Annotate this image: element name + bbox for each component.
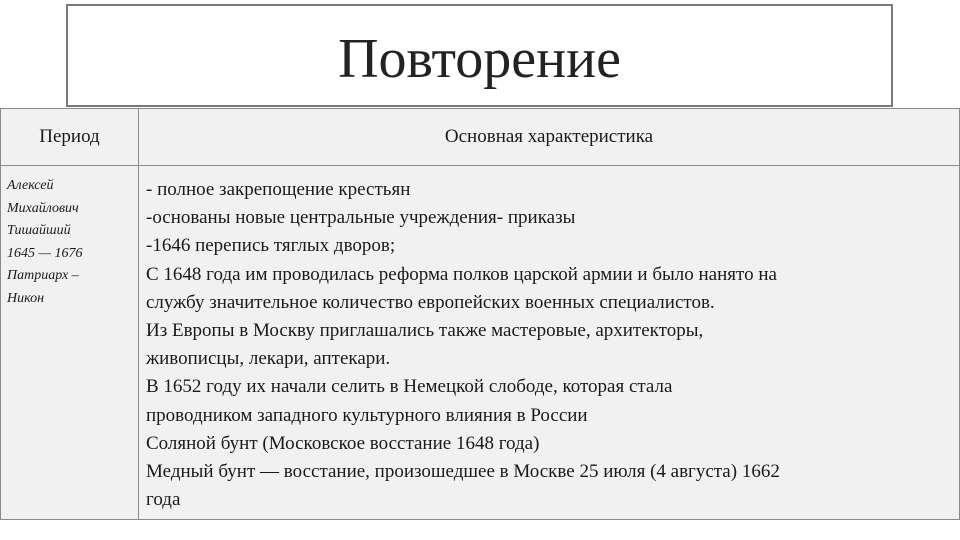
header-period: Период: [39, 126, 100, 147]
column-divider: [138, 109, 139, 519]
period-cell: [7, 175, 135, 310]
period-line: Никон: [7, 290, 45, 306]
characteristic-line: Медный бунт — восстание, произошедшее в Москве 25 июля (4 августа) 1662: [146, 461, 780, 483]
characteristic-line: - полное закрепощение крестьян: [146, 179, 411, 200]
characteristic-cell: [146, 176, 956, 514]
characteristic-line: живописцы, лекари, аптекари.: [146, 348, 391, 370]
characteristic-line: года: [146, 489, 181, 511]
characteristic-line: проводником западного культурного влияния в России: [146, 404, 588, 426]
header-characteristic: Основная характеристика: [444, 126, 654, 147]
summary-table: [0, 108, 960, 520]
period-line: Тишайший: [7, 223, 71, 238]
period-line: Михайлович: [7, 200, 79, 216]
characteristic-line: -1646 перепись тяглых дворов;: [146, 235, 396, 257]
characteristic-line: Из Европы в Москву приглашались также мастеровые, архитекторы,: [146, 320, 704, 342]
period-line: 1645 — 1676: [7, 245, 83, 261]
characteristic-line: Соляной бунт (Московское восстание 1648 года): [146, 432, 540, 454]
period-line: Патриарх –: [7, 268, 79, 283]
slide-title: Повторение: [338, 27, 621, 90]
characteristic-line: -основаны новые центральные учреждения- приказы: [146, 207, 576, 229]
title-box: [66, 4, 893, 107]
header-divider: [1, 165, 959, 166]
characteristic-line: С 1648 года им проводилась реформа полков царской армии и было нанято на: [146, 263, 777, 285]
characteristic-line: службу значительное количество европейских военных специалистов.: [146, 291, 715, 313]
characteristic-line: В 1652 году их начали селить в Немецкой слободе, которая стала: [146, 376, 673, 398]
period-line: Алексей: [7, 178, 54, 193]
